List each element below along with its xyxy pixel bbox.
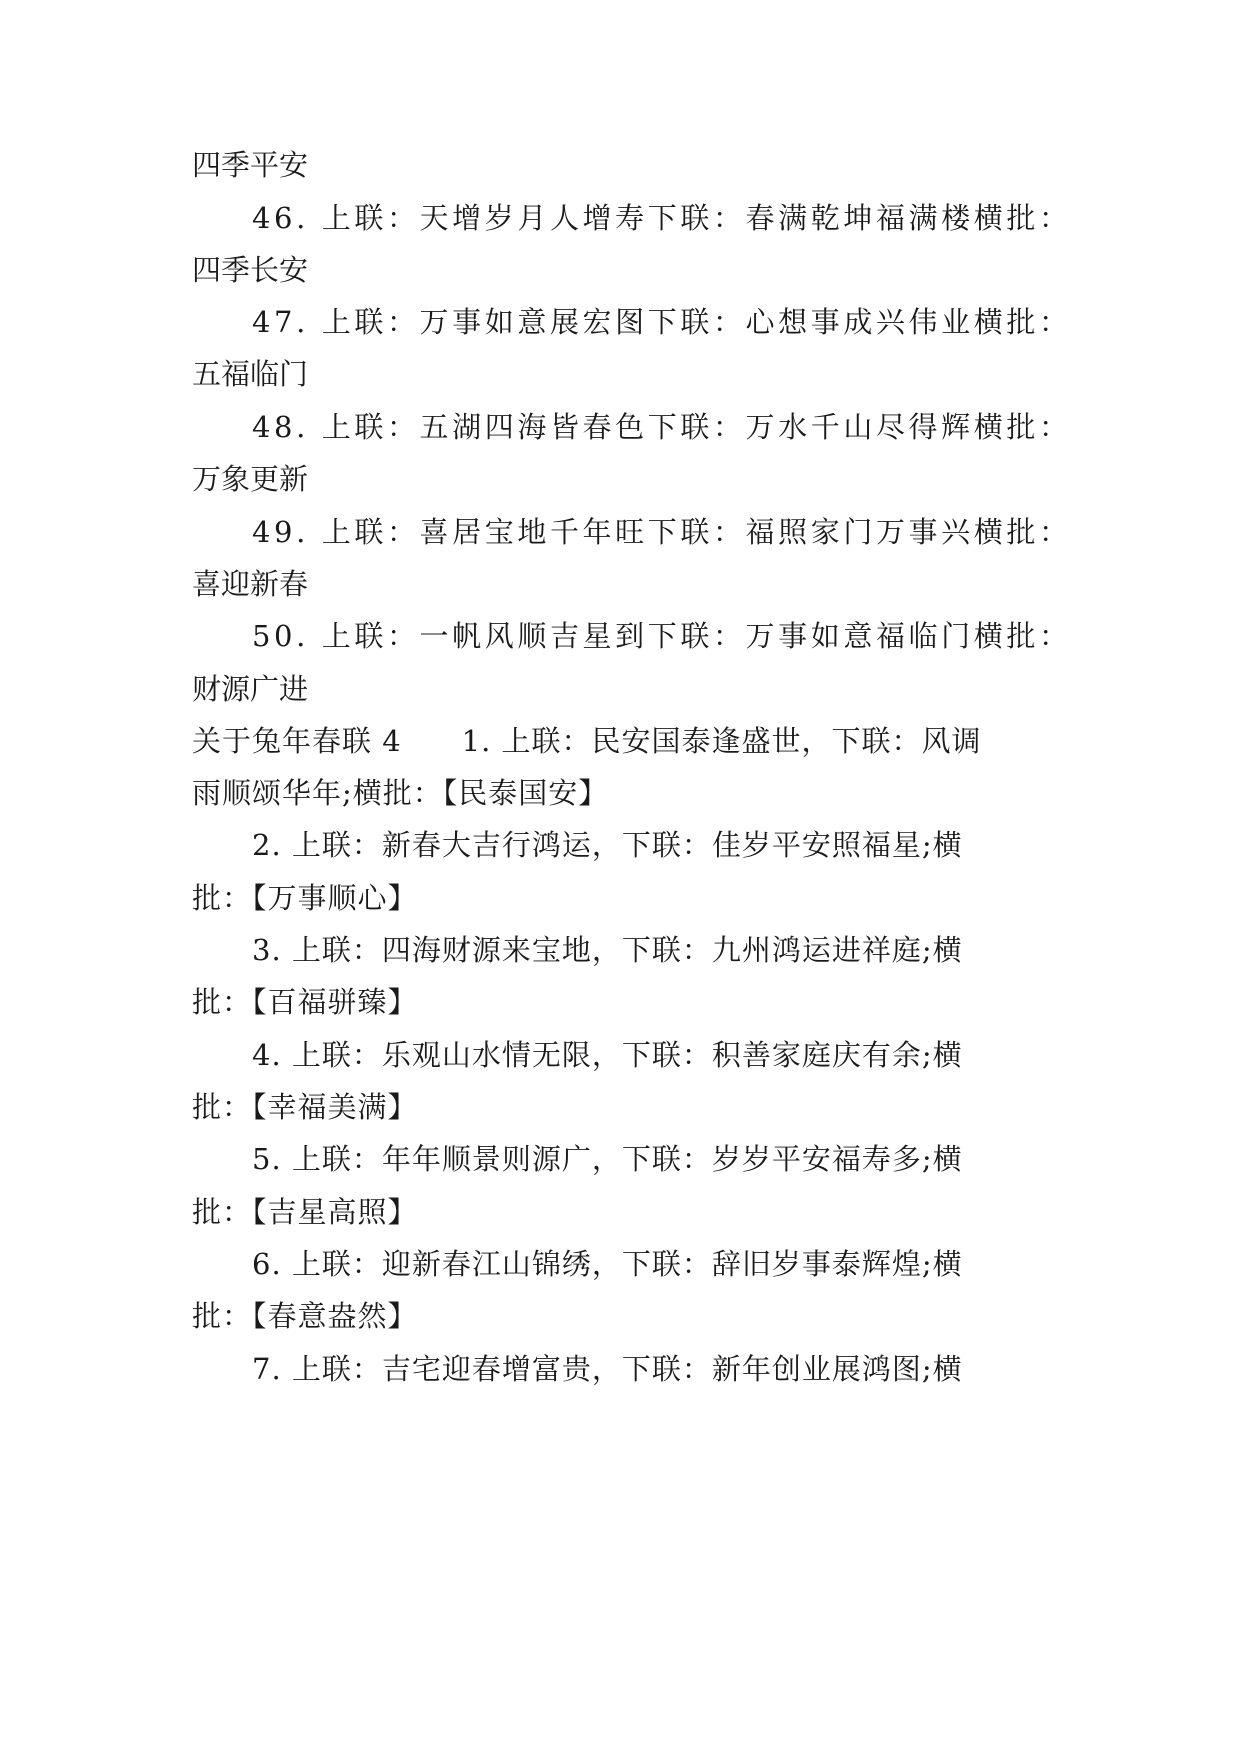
text-line: 四季长安 (192, 253, 309, 287)
text-line: 喜迎新春 (192, 567, 309, 601)
text-line: 批：【百福骈臻】 (192, 985, 418, 1019)
text-line: 批：【吉星高照】 (192, 1195, 418, 1229)
text-line: 46. 上联：天增岁月人增寿下联：春满乾坤福满楼横批： (252, 201, 1072, 235)
text-line: 四季平安 (192, 148, 309, 182)
text-line: 五福临门 (192, 357, 309, 391)
section-heading-line: 关于兔年春联 4 1. 上联：民安国泰逢盛世，下联：风调 (192, 724, 982, 758)
text-line: 3. 上联：四海财源来宝地，下联：九州鸿运进祥庭;横 (252, 933, 963, 967)
text-line: 财源广进 (192, 672, 309, 706)
text-line: 4. 上联：乐观山水情无限，下联：积善家庭庆有余;横 (252, 1038, 963, 1072)
text-line: 批：【春意盎然】 (192, 1299, 418, 1333)
text-line: 49. 上联：喜居宝地千年旺下联：福照家门万事兴横批： (252, 515, 1072, 549)
text-line: 批：【万事顺心】 (192, 881, 418, 915)
text-line: 2. 上联：新春大吉行鸿运，下联：佳岁平安照福星;横 (252, 828, 963, 862)
text-line: 47. 上联：万事如意展宏图下联：心想事成兴伟业横批： (252, 305, 1072, 339)
text-line: 批：【幸福美满】 (192, 1090, 418, 1124)
text-line: 6. 上联：迎新春江山锦绣，下联：辞旧岁事泰辉煌;横 (252, 1247, 963, 1281)
text-line: 万象更新 (192, 462, 309, 496)
text-line: 50. 上联：一帆风顺吉星到下联：万事如意福临门横批： (252, 619, 1072, 653)
text-line: 7. 上联：吉宅迎春增富贵，下联：新年创业展鸿图;横 (252, 1352, 963, 1386)
text-line: 雨顺颂华年;横批：【民泰国安】 (192, 776, 609, 810)
text-line: 48. 上联：五湖四海皆春色下联：万水千山尽得辉横批： (252, 410, 1072, 444)
text-line: 5. 上联：年年顺景则源广，下联：岁岁平安福寿多;横 (252, 1142, 963, 1176)
